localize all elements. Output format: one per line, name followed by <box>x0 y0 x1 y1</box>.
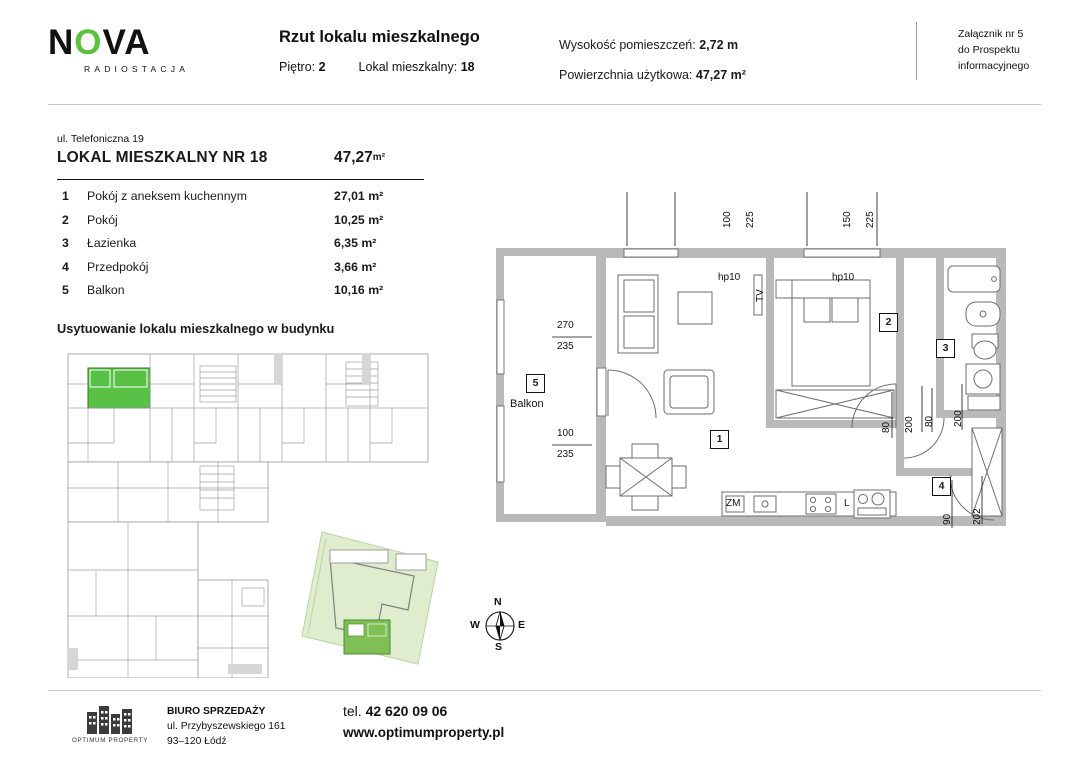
room-number: 2 <box>62 212 69 227</box>
compass-west-label: W <box>470 619 480 631</box>
room-name: Łazienka <box>87 236 137 250</box>
usable-area-label: Powierzchnia użytkowa: <box>559 68 693 82</box>
room-name: Pokój <box>87 212 118 227</box>
room-marker-5: 5 <box>526 374 545 393</box>
room-name: Pokój z aneksem kuchennym <box>87 189 247 203</box>
floor-label: Piętro: <box>279 60 316 74</box>
usable-area-value: 47,27 m² <box>695 68 746 82</box>
window-b-height-dim: 225 <box>865 211 876 228</box>
optimum-property-caption: OPTIMUM PROPERTY <box>71 737 149 744</box>
apartment-floorplan <box>466 180 1046 580</box>
document-header <box>0 0 1087 100</box>
fridge-label: L <box>844 498 850 509</box>
compass-south-label: S <box>495 641 503 653</box>
room-marker-3: 3 <box>936 339 955 358</box>
window-a-height-dim: 225 <box>745 211 756 228</box>
sales-office-title: BIURO SPRZEDAŻY <box>167 706 266 717</box>
unit-label: Lokal mieszkalny: <box>358 60 458 74</box>
room-area: 10,16 m² <box>334 283 384 297</box>
website-link[interactable]: www.optimumproperty.pl <box>343 725 505 740</box>
unit-address: ul. Telefoniczna 19 <box>57 133 144 145</box>
room-number: 1 <box>62 189 69 203</box>
door-d-width-dim: 90 <box>942 513 953 525</box>
window-a-width-dim: 100 <box>722 211 733 228</box>
logo-wordmark <box>48 24 228 62</box>
logo-tagline: RADIOSTACJA <box>84 64 190 74</box>
phone-label: tel. <box>343 703 362 719</box>
dishwasher-label: ZM <box>726 498 741 509</box>
room-number: 3 <box>62 236 69 250</box>
sales-office-block <box>167 704 285 749</box>
room-area: 6,35 m² <box>334 236 377 250</box>
logo-o: O <box>74 23 103 62</box>
door-b-height-dim: 200 <box>904 416 915 433</box>
balcony-name-label: Balkon <box>510 398 544 410</box>
window-a-type-label: hp10 <box>718 272 741 283</box>
header-specs <box>559 30 746 90</box>
site-location-map <box>296 524 444 672</box>
list-item <box>57 236 427 260</box>
room-area: 10,25 m² <box>334 212 384 227</box>
compass-rose <box>466 596 534 656</box>
unit-value: 18 <box>460 60 475 74</box>
window-b-width-dim: 150 <box>842 211 853 228</box>
usable-area-row <box>559 60 746 90</box>
room-name: Przedpokój <box>87 259 149 274</box>
balcony-dim-2a: 100 <box>557 428 574 439</box>
door-d-height-dim: 202 <box>972 508 983 525</box>
nova-logo <box>48 24 228 74</box>
door-c-width-dim: 80 <box>924 415 935 427</box>
room-list <box>57 189 427 307</box>
logo-va: VA <box>102 23 151 62</box>
annex-line-2: do Prospektu <box>958 44 1020 56</box>
phone-number[interactable]: 42 620 09 06 <box>365 703 448 719</box>
footer-rule <box>48 690 1041 691</box>
unit-total-area-value: 47,27 <box>334 149 373 166</box>
document-footer <box>0 694 1087 768</box>
tv-label: TV <box>755 289 766 302</box>
balcony-dim-2b: 235 <box>557 449 574 460</box>
door-b-width-dim: 80 <box>881 421 892 433</box>
balcony-dim-1a: 270 <box>557 320 574 331</box>
list-item <box>57 260 427 284</box>
room-marker-4: 4 <box>932 477 951 496</box>
door-c-height-dim: 200 <box>953 410 964 427</box>
window-b-type-label: hp10 <box>832 272 855 283</box>
floor-value: 2 <box>318 60 326 74</box>
location-section-title: Usytuowanie lokalu mieszkalnego w budynku <box>57 321 335 336</box>
header-divider <box>916 22 917 80</box>
optimum-property-logo <box>60 704 160 744</box>
annex-note <box>958 26 1029 74</box>
list-item <box>57 189 427 213</box>
header-floor-unit <box>279 60 475 74</box>
room-marker-2: 2 <box>879 313 898 332</box>
unit-divider <box>57 179 424 180</box>
page-title: Rzut lokalu mieszkalnego <box>279 28 480 46</box>
annex-line-3: informacyjnego <box>958 60 1030 72</box>
ceiling-height-label: Wysokość pomieszczeń: <box>559 38 696 52</box>
room-area: 27,01 m² <box>334 189 384 203</box>
balcony-dim-1b: 235 <box>557 341 574 352</box>
compass-east-label: E <box>518 619 526 631</box>
room-name: Balkon <box>87 283 125 297</box>
sales-office-street: ul. Przybyszewskiego 161 <box>167 721 286 732</box>
room-number: 4 <box>62 259 69 274</box>
ceiling-height-row <box>559 30 746 60</box>
room-area: 3,66 m² <box>334 259 377 274</box>
ceiling-height-value: 2,72 m <box>699 38 739 52</box>
unit-total-area <box>334 149 385 167</box>
sales-office-city: 93–120 Łódź <box>167 736 227 747</box>
unit-title: LOKAL MIESZKALNY NR 18 <box>57 149 268 166</box>
header-bottom-rule <box>48 104 1041 105</box>
list-item <box>57 213 427 237</box>
list-item <box>57 283 427 307</box>
unit-total-area-unit: m² <box>372 152 386 163</box>
compass-north-label: N <box>494 596 502 608</box>
annex-line-1: Załącznik nr 5 <box>958 28 1024 40</box>
room-number: 5 <box>62 283 69 297</box>
room-marker-1: 1 <box>710 430 729 449</box>
logo-n: N <box>48 23 75 62</box>
phone-line[interactable] <box>343 703 447 719</box>
